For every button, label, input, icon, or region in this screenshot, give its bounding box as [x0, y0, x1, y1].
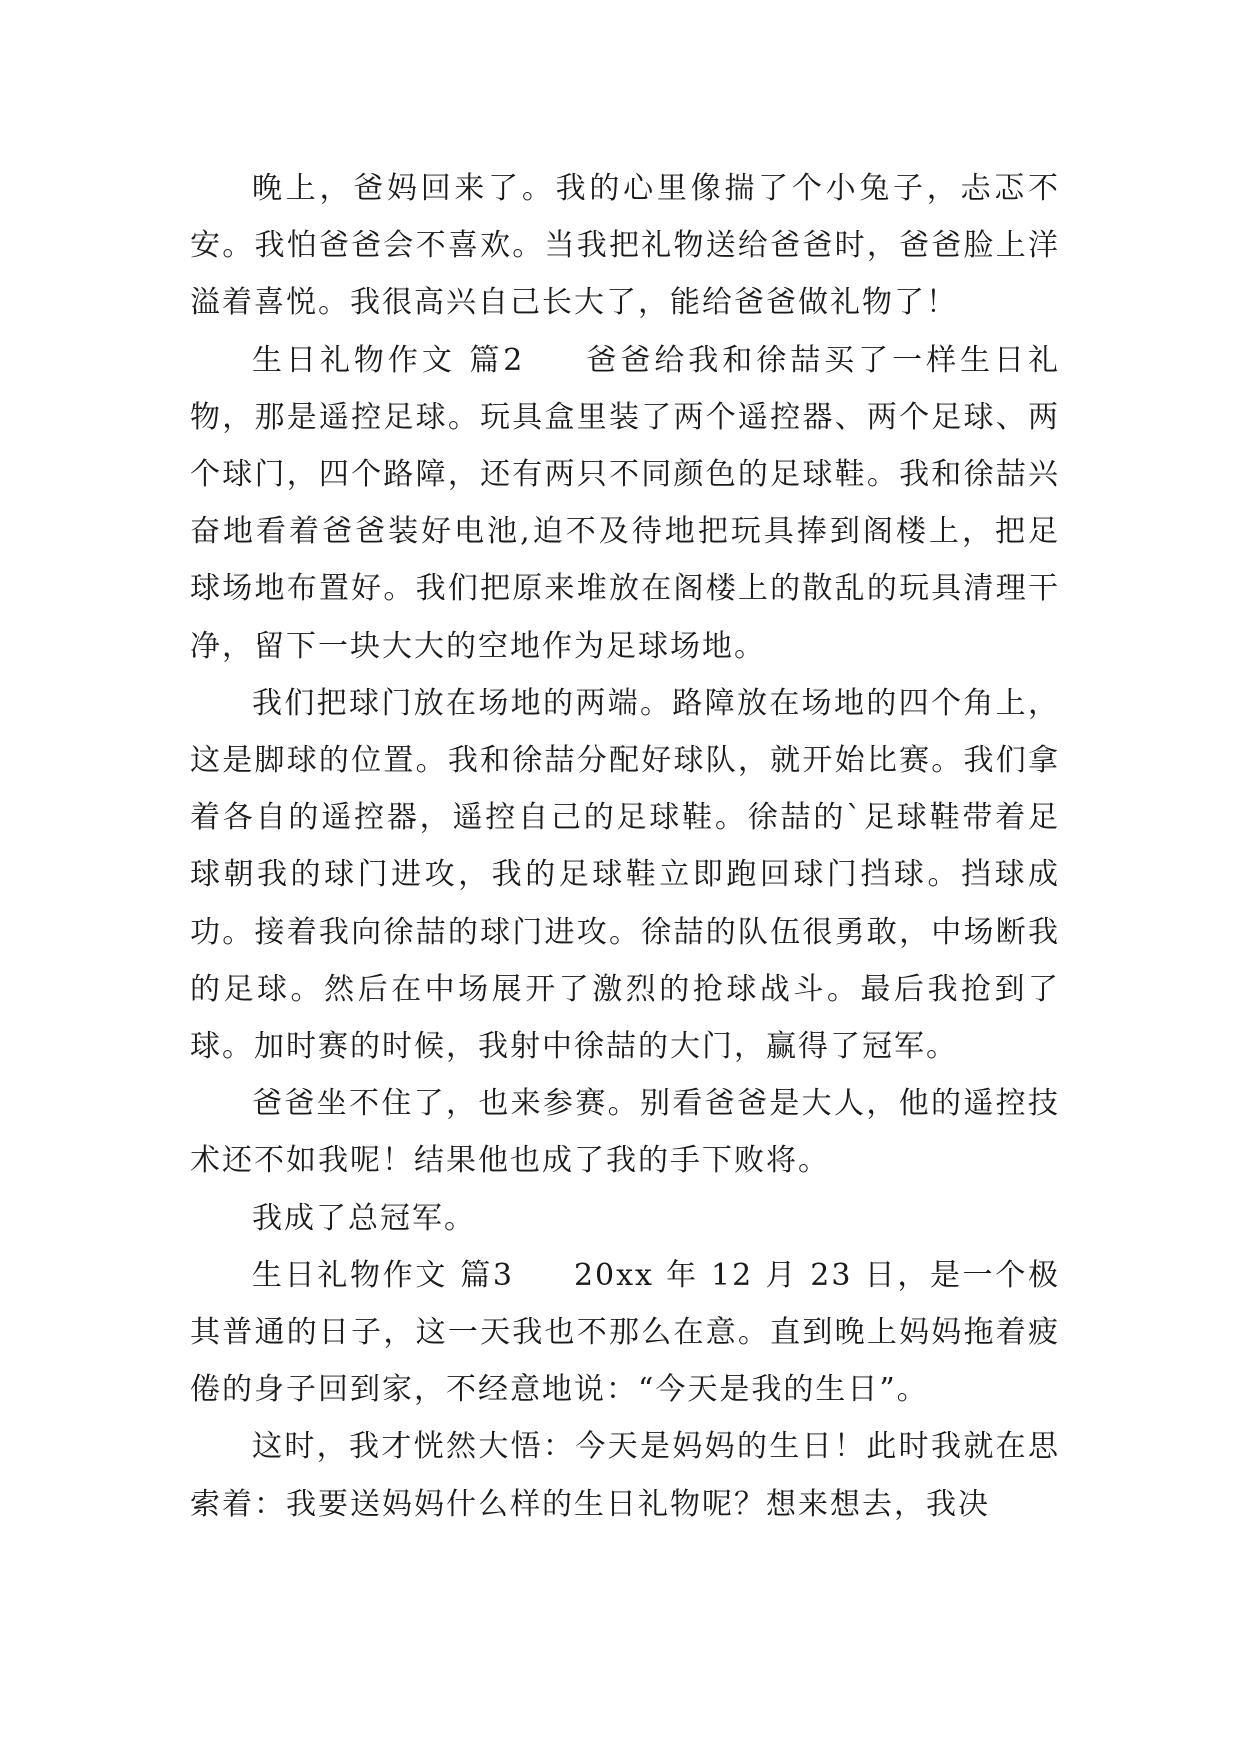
paragraph-text: 我成了总冠军。 — [252, 1200, 476, 1236]
paragraph-4 — [190, 1075, 1060, 1189]
paragraph-6 — [190, 1247, 1060, 1419]
section-heading-3: 生日礼物作文 篇3 — [252, 1257, 514, 1293]
paragraph-7 — [190, 1418, 1060, 1532]
paragraph-3 — [190, 675, 1060, 1075]
paragraph-2 — [190, 332, 1060, 675]
paragraph-5 — [190, 1190, 1060, 1247]
document-page — [190, 160, 1060, 1533]
paragraph-text: 爸爸坐不住了，也来参赛。别看爸爸是大人，他的遥控技术还不如我呢！结果他也成了我的手下败将。 — [190, 1086, 1060, 1179]
paragraph-text: 20xx 年 12 月 23 日，是一个极其普通的日子，这一天我也不那么在意。直到晚上妈妈拖着疲倦的身子回到家，不经意地说：“今天是我的生日”。 — [190, 1257, 1061, 1408]
paragraph-text: 晚上，爸妈回来了。我的心里像揣了个小兔子，忐忑不安。我怕爸爸会不喜欢。当我把礼物送给爸爸时，爸爸脸上洋溢着喜悦。我很高兴自己长大了，能给爸爸做礼物了！ — [190, 171, 1060, 321]
paragraph-text: 这时，我才恍然大悟：今天是妈妈的生日！此时我就在思索着：我要送妈妈什么样的生日礼物呢？想来想去，我决 — [190, 1429, 1060, 1522]
paragraph-text: 爸爸给我和徐喆买了一样生日礼物，那是遥控足球。玩具盒里装了两个遥控器、两个足球、两个球门，四个路障，还有两只不同颜色的足球鞋。我和徐喆兴奋地看着爸爸装好电池,迫不及待地把玩具捧到阁楼上，把足球场地布置好。我们把原来堆放在阁楼上的散乱的玩具清理干净，留下一块大大的空地作为足球场地。 — [190, 342, 1061, 664]
section-heading-2: 生日礼物作文 篇2 — [252, 342, 525, 378]
paragraph-1 — [190, 160, 1060, 332]
paragraph-text: 我们把球门放在场地的两端。路障放在场地的四个角上，这是脚球的位置。我和徐喆分配好球队，就开始比赛。我们拿着各自的遥控器，遥控自己的足球鞋。徐喆的`足球鞋带着足球朝我的球门进攻，我的足球鞋立即跑回球门挡球。挡球成功。接着我向徐喆的球门进攻。徐喆的队伍很勇敢，中场断我的足球。然后在中场展开了激烈的抢球战斗。最后我抢到了球。加时赛的时候，我射中徐喆的大门，赢得了冠军。 — [190, 685, 1060, 1065]
